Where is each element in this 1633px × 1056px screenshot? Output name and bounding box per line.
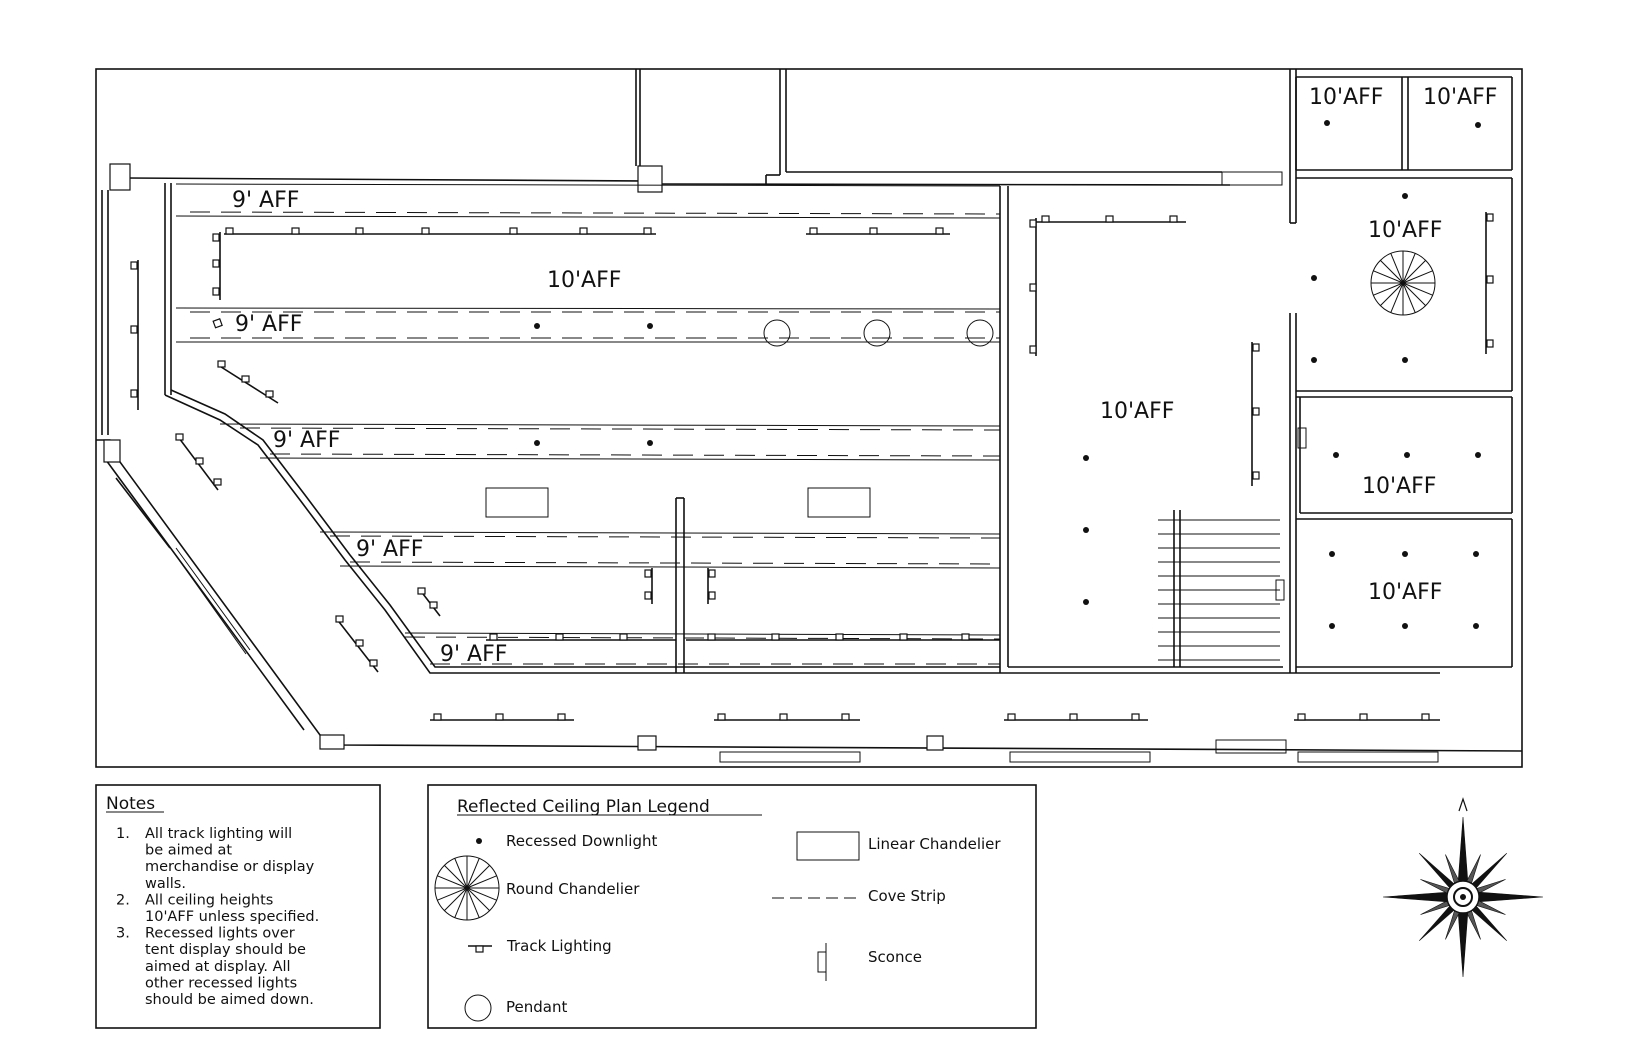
legend-round-chandelier: Round Chandelier xyxy=(506,880,640,898)
ceiling-height-label: 10'AFF xyxy=(1362,474,1437,499)
ceiling-height-label: 10'AFF xyxy=(1368,580,1443,605)
ceiling-height-label: 9' AFF xyxy=(356,537,424,562)
legend-recessed-downlight: Recessed Downlight xyxy=(506,832,658,850)
ceiling-height-label: 10'AFF xyxy=(1100,399,1175,424)
notes-title: Notes xyxy=(106,794,156,814)
walls xyxy=(96,69,1522,767)
stair xyxy=(1158,510,1280,667)
track-lighting-symbol xyxy=(468,946,492,952)
note-number: 3. xyxy=(116,925,130,942)
note-line: tent display should be xyxy=(145,942,306,959)
note-line: should be aimed down. xyxy=(145,992,314,1008)
note-line: other recessed lights xyxy=(145,975,298,992)
linear-chandelier-symbol xyxy=(797,832,859,860)
track-lighting xyxy=(131,212,1493,720)
legend-track-lighting: Track Lighting xyxy=(507,937,612,955)
legend-sconce: Sconce xyxy=(868,948,922,966)
note-line: 10'AFF unless specified. xyxy=(145,909,320,925)
ceiling-height-label: 9' AFF xyxy=(440,642,508,667)
ceiling-height-label: 10'AFF xyxy=(547,268,622,293)
ceiling-height-label: 10'AFF xyxy=(1309,85,1384,110)
note-line: walls. xyxy=(145,875,186,892)
legend-box xyxy=(428,785,1036,1028)
note-line: All ceiling heights xyxy=(145,892,274,909)
sconces xyxy=(1276,420,1306,600)
note-line: aimed at display. All xyxy=(145,958,291,975)
note-number: 2. xyxy=(116,892,130,909)
ceiling-height-label: 9' AFF xyxy=(273,428,341,453)
ceiling-height-label: 9' AFF xyxy=(232,188,300,213)
note-line: Recessed lights over xyxy=(145,925,295,942)
round-chandelier xyxy=(1371,251,1435,315)
ceiling-height-label: 9' AFF xyxy=(235,312,303,337)
sconce-symbol xyxy=(818,943,826,981)
ceiling-height-label: 10'AFF xyxy=(1368,218,1443,243)
legend-linear-chandelier: Linear Chandelier xyxy=(868,835,1001,853)
note-line: All track lighting will xyxy=(145,826,293,842)
linear-chandeliers xyxy=(486,488,870,517)
ceiling-height-label: 10'AFF xyxy=(1423,85,1498,110)
compass-rose-icon xyxy=(1383,799,1543,977)
pendant-symbol xyxy=(465,995,491,1021)
soffits xyxy=(176,184,1000,664)
notes-box xyxy=(96,785,380,1028)
legend-pendant: Pendant xyxy=(506,998,568,1016)
legend-title: Reflected Ceiling Plan Legend xyxy=(457,797,710,817)
recessed-downlight-symbol xyxy=(476,838,482,844)
legend-cove-strip: Cove Strip xyxy=(868,887,946,905)
round-chandelier-symbol xyxy=(435,856,499,920)
note-number: 1. xyxy=(116,826,130,842)
notes-list xyxy=(116,826,319,1008)
note-line: merchandise or display xyxy=(145,859,315,876)
note-line: be aimed at xyxy=(145,842,233,859)
